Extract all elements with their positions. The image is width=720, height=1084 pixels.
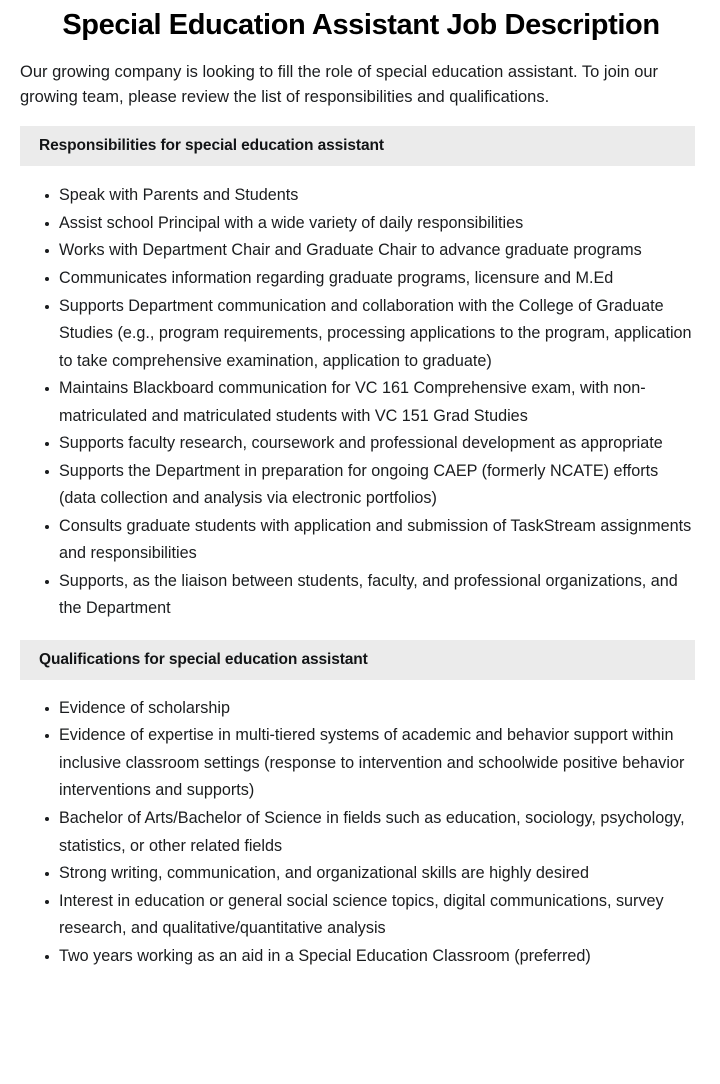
section-heading-label: Qualifications for special education assistant — [39, 650, 368, 668]
list-item: Bachelor of Arts/Bachelor of Science in fields such as education, sociology, psychology, statistics, or other related fields — [45, 805, 695, 860]
section-header-responsibilities — [20, 126, 695, 166]
responsibilities-list — [0, 166, 720, 623]
list-item: Speak with Parents and Students — [45, 182, 695, 210]
intro-paragraph: Our growing company is looking to fill the role of special education assistant. To join our growing team, please review the list of responsibilities and qualifications. — [20, 63, 659, 107]
list-item: Communicates information regarding graduate programs, licensure and M.Ed — [45, 265, 695, 293]
list-item: Interest in education or general social science topics, digital communications, survey research, and qualitative/quantitative analysis — [45, 888, 695, 943]
section-header-qualifications — [20, 640, 695, 680]
list-item: Supports Department communication and collaboration with the College of Graduate Studies (e.g., program requirements, processing applications to the program, application to take comprehensive examination, application to graduate) — [45, 293, 695, 376]
list-item: Works with Department Chair and Graduate Chair to advance graduate programs — [45, 237, 695, 265]
list-item: Consults graduate students with application and submission of TaskStream assignments and responsibilities — [45, 513, 695, 568]
list-item: Evidence of scholarship — [45, 695, 695, 723]
section-heading-label: Responsibilities for special education assistant — [39, 137, 384, 155]
list-item: Supports the Department in preparation for ongoing CAEP (formerly NCATE) efforts (data collection and analysis via electronic portfolios) — [45, 458, 695, 513]
list-item: Supports faculty research, coursework and professional development as appropriate — [45, 430, 695, 458]
list-item: Evidence of expertise in multi-tiered systems of academic and behavior support within inclusive classroom settings (response to intervention and schoolwide positive behavior interventions and supports) — [45, 722, 695, 805]
list-item: Assist school Principal with a wide variety of daily responsibilities — [45, 210, 695, 238]
list-item: Maintains Blackboard communication for VC 161 Comprehensive exam, with non-matriculated and matriculated students with VC 151 Grad Studies — [45, 375, 695, 430]
list-item: Two years working as an aid in a Special Education Classroom (preferred) — [45, 943, 695, 971]
qualifications-list — [0, 680, 720, 970]
section-responsibilities — [0, 126, 720, 623]
page-title: Special Education Assistant Job Description — [62, 9, 660, 41]
list-item: Strong writing, communication, and organizational skills are highly desired — [45, 860, 695, 888]
list-item: Supports, as the liaison between students, faculty, and professional organizations, and the Department — [45, 568, 695, 623]
section-qualifications — [0, 640, 720, 970]
